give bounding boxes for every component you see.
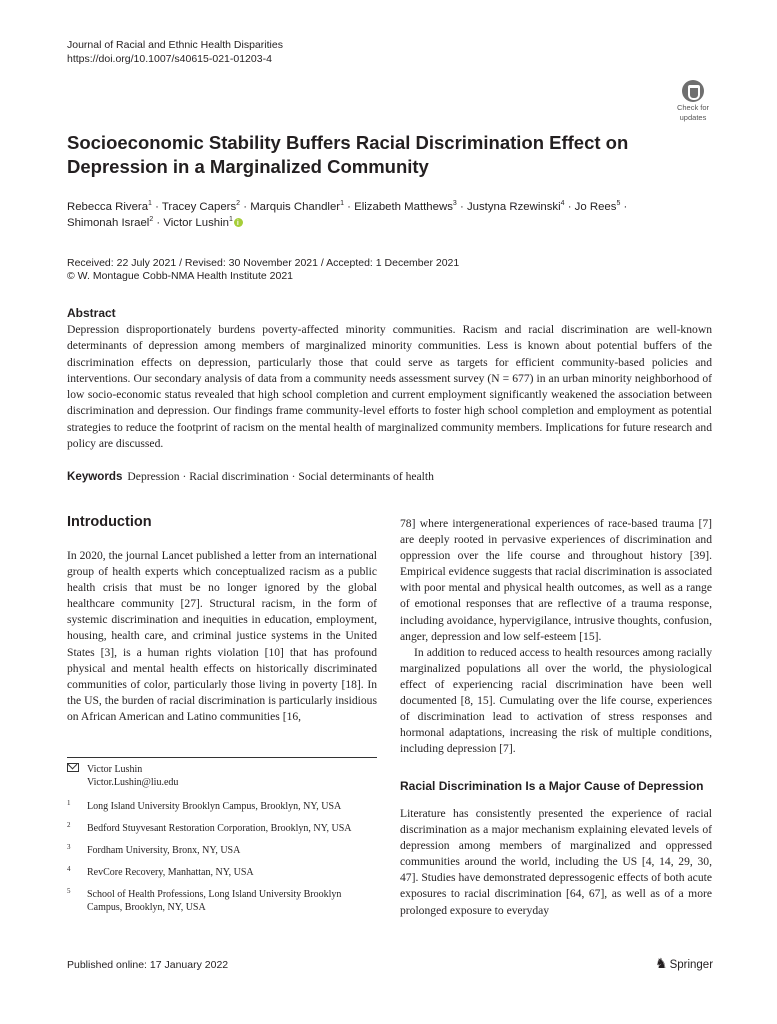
affiliation-item: 2 Bedford Stuyvesant Restoration Corporation, Brooklyn, NY, USA [67, 821, 352, 834]
springer-horse-icon: ♞ [655, 955, 668, 971]
right-column [400, 516, 712, 757]
publisher-logo [655, 955, 713, 972]
author-name: Justyna Rzewinski$^4$ [466, 200, 565, 213]
journal-name: Journal of Racial and Ethnic Health Disparities [67, 39, 283, 51]
affiliation-item: 4 RevCore Recovery, Manhattan, NY, USA [67, 865, 254, 878]
introduction-heading: Introduction [67, 514, 152, 530]
intro-paragraph-continued: 78] where intergenerational experiences of race-based trauma [7] are deeply rooted in pervasive experiences of discrimination and oppression over the life course and throughout history [39]. Empirical evidence suggests that racial discrimination is associated with poor mental and physical health outcomes, as well as a range of emotional responses that are reflective of a trauma response, including avoidance, hypervigilance, intrusive thoughts, confusion, anger, depression and low self-esteem [15]. [400, 517, 712, 643]
author-name: Tracey Capers$^2$ [161, 200, 241, 213]
author-name: Victor Lushin$^1$i [163, 217, 243, 229]
footnote-divider [67, 757, 377, 758]
affiliation-item: 1 Long Island University Brooklyn Campus, Brooklyn, NY, USA [67, 799, 342, 812]
envelope-icon [67, 763, 79, 772]
author-name: Marquis Chandler$^1$ [250, 200, 344, 213]
author-name: Rebecca Rivera$^1$ [67, 200, 152, 213]
left-column [67, 548, 377, 725]
affiliation-item: 3 Fordham University, Bronx, NY, USA [67, 843, 241, 856]
keywords-label: Keywords [67, 470, 123, 483]
published-online: Published online: 17 January 2022 [67, 959, 229, 971]
corresponding-email[interactable]: Victor.Lushin@liu.edu [87, 777, 179, 788]
check-updates-label-1: Check for [676, 103, 710, 112]
abstract-heading: Abstract [67, 306, 116, 320]
check-updates-label-2: updates [679, 113, 707, 122]
section-heading: Racial Discrimination Is a Major Cause of Depression [400, 779, 704, 793]
article-title: Socioeconomic Stability Buffers Racial Discrimination Effect on Depression in a Marginalized Community [67, 132, 629, 177]
intro-paragraph-2: In addition to reduced access to health resources among racially marginalized populations all over the world, the physiological effect of experiencing racial discrimination have been well documented [8, 15]. Cumulating over the life course, experiences of discrimination lead to activation of stress responses and hormonal adaptations, increasing the risk of multiple conditions, including depression [7]. [400, 645, 712, 756]
corresponding-author [67, 763, 178, 789]
affiliation-item: 5 School of Health Professions, Long Island University Brooklyn Campus, Brooklyn, NY, USA [67, 887, 342, 913]
bookmark-icon [682, 80, 704, 102]
author-name: Shimonah Israel$^2$ [67, 216, 154, 229]
affiliations [67, 800, 367, 923]
article-dates [67, 257, 459, 283]
section-paragraph: Literature has consistently presented the experience of racial discrimination as a major mechanism explaining elevated levels of depression among members of marginalized and oppressed communities around the world, including the US [4, 14, 29, 30, 47]. Studies have demonstrated depressogenic effects of both acute exposures to racial discrimination [64, 67], as well as of a more prolonged exposure to everyday [400, 807, 712, 917]
abstract-text: Depression disproportionately burdens poverty-affected minority communities. Racism and racial discrimination are well-known determinants of depression among members of marginalized minority communities. Less is known about potential buffers of the discrimination effects on depression, particularly those that could serve as targets for efficient community-based policies and interventions. Our secondary analysis of data from a community needs assessment survey (N = 677) in an urban minority neighborhood of low socio-economic status revealed that high school completion and current employment significantly weakened the association between discrimination and depression. Our findings frame community-level efforts to foster high school completion and employment as potential strategies to reduce the footprint of racism on the mental health of marginalized community members. Implications for future research and policy are discussed. [67, 323, 712, 451]
keywords [67, 470, 434, 483]
check-for-updates-badge[interactable] [673, 80, 713, 122]
journal-header [67, 38, 283, 66]
publisher-name: Springer [669, 959, 714, 971]
doi-link[interactable]: https://doi.org/10.1007/s40615-021-01203-4 [67, 53, 272, 65]
history-dates: Received: 22 July 2021 / Revised: 30 November 2021 / Accepted: 1 December 2021 [67, 257, 460, 269]
copyright: © W. Montague Cobb-NMA Health Institute 2021 [67, 270, 294, 282]
orcid-icon[interactable] [234, 218, 243, 227]
corresponding-name: Victor Lushin [87, 764, 143, 775]
author-name: Elizabeth Matthews$^3$ [354, 200, 457, 213]
author-list: Rebecca Rivera$^1$ · Tracey Capers$^2$ · Marquis Chandler$^1$ · Elizabeth Matthews$^3$ · Justyna Rzewinski$^4$ · Jo Rees$^5$ · Shimonah Israel$^2$ · Victor Lushin$^1$i [67, 199, 707, 231]
keywords-list: Depression · Racial discrimination · Social determinants of health [127, 470, 434, 483]
author-name: Jo Rees$^5$ [574, 200, 621, 213]
intro-paragraph: In 2020, the journal Lancet published a letter from an international group of health experts which conceptualized racism as a public health crisis that must be no longer ignored by the global healthcare community [27]. Structural racism, in the form of systemic discrimination and inequities in education, employment, housing, health care, and criminal justice systems in the United States [3], is a human rights violation [10] that has profound physical and mental health effects on historically discriminated communities of color, particularly those living in poverty [18]. In the US, the burden of racial discrimination is particularly insidious on African American and Latino communities [16, [67, 549, 377, 723]
